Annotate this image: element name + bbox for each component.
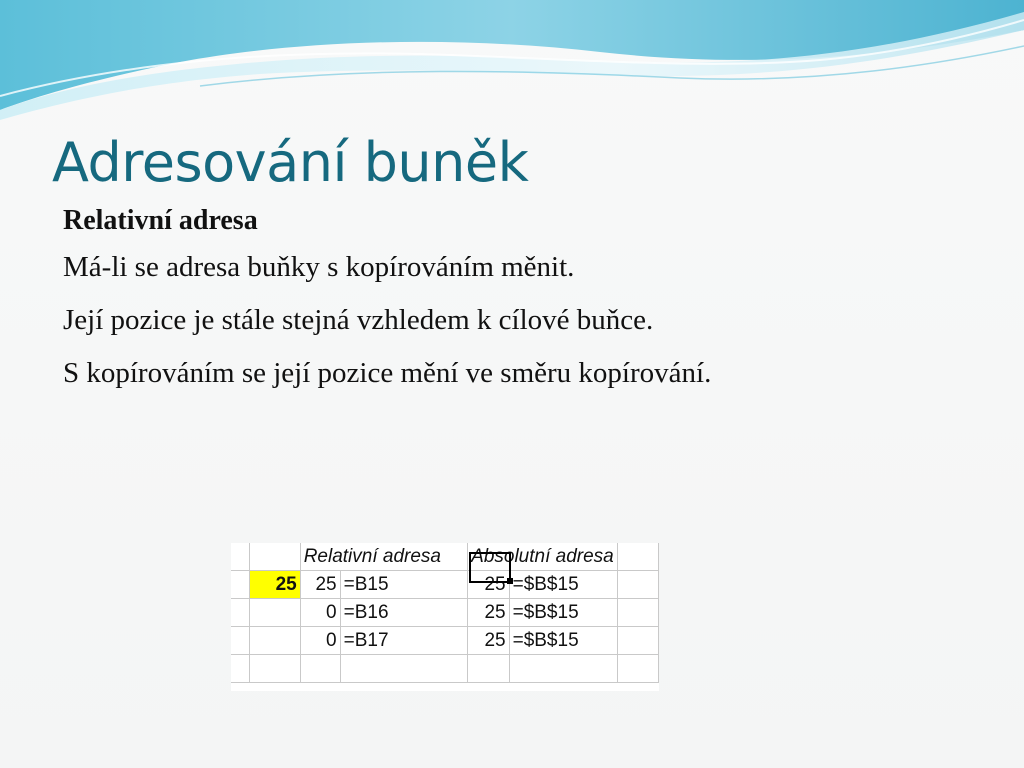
- spreadsheet-image: [231, 543, 659, 691]
- table-cell: [231, 655, 250, 683]
- slide-body: [63, 201, 1003, 400]
- absolute-value-cell: 25: [468, 599, 509, 627]
- table-row: [231, 571, 659, 599]
- table-cell: [617, 655, 658, 683]
- table-cell: [468, 655, 509, 683]
- absolute-value-cell: 25: [468, 571, 509, 599]
- table-cell: [231, 599, 250, 627]
- absolute-formula-cell: =$B$15: [509, 599, 617, 627]
- table-row: [231, 655, 659, 683]
- relative-formula-cell: =B16: [340, 599, 468, 627]
- table-row: [231, 627, 659, 655]
- body-line-3: S kopírováním se její pozice mění ve směru kopírování.: [63, 357, 712, 389]
- relative-value-cell: 25: [300, 571, 340, 599]
- body-line-1: Má-li se adresa buňky s kopírováním měnit.: [63, 251, 575, 283]
- table-row: [231, 599, 659, 627]
- relative-formula-cell: =B17: [340, 627, 468, 655]
- table-cell: [617, 543, 658, 571]
- absolute-formula-cell: =$B$15: [509, 627, 617, 655]
- table-cell: [300, 655, 340, 683]
- table-cell: [617, 571, 658, 599]
- fill-handle: [507, 578, 513, 584]
- header-relative-cell: Relativní adresa: [300, 543, 467, 571]
- section-heading: Relativní adresa: [63, 205, 258, 236]
- table-cell: [250, 655, 300, 683]
- table-cell: [509, 655, 617, 683]
- table-cell: [250, 627, 300, 655]
- header-absolute-cell: Absolutní adresa: [468, 543, 618, 571]
- highlighted-value-cell: 25: [250, 571, 300, 599]
- header-wave-decoration: [0, 0, 1024, 125]
- table-cell: [617, 599, 658, 627]
- absolute-value-cell: 25: [468, 627, 509, 655]
- table-cell: [340, 655, 468, 683]
- table-row: [231, 543, 659, 571]
- table-cell: [617, 627, 658, 655]
- relative-value-cell: 0: [300, 599, 340, 627]
- absolute-formula-cell: =$B$15: [509, 571, 617, 599]
- spreadsheet-grid: [231, 543, 659, 683]
- table-cell: [250, 543, 300, 571]
- table-cell: [231, 543, 250, 571]
- relative-value-cell: 0: [300, 627, 340, 655]
- table-cell: [231, 571, 250, 599]
- table-cell: [231, 627, 250, 655]
- relative-formula-cell: =B15: [340, 571, 468, 599]
- table-cell: [250, 599, 300, 627]
- slide-title: Adresování buněk: [52, 131, 529, 194]
- body-line-2: Její pozice je stále stejná vzhledem k cílové buňce.: [63, 304, 654, 336]
